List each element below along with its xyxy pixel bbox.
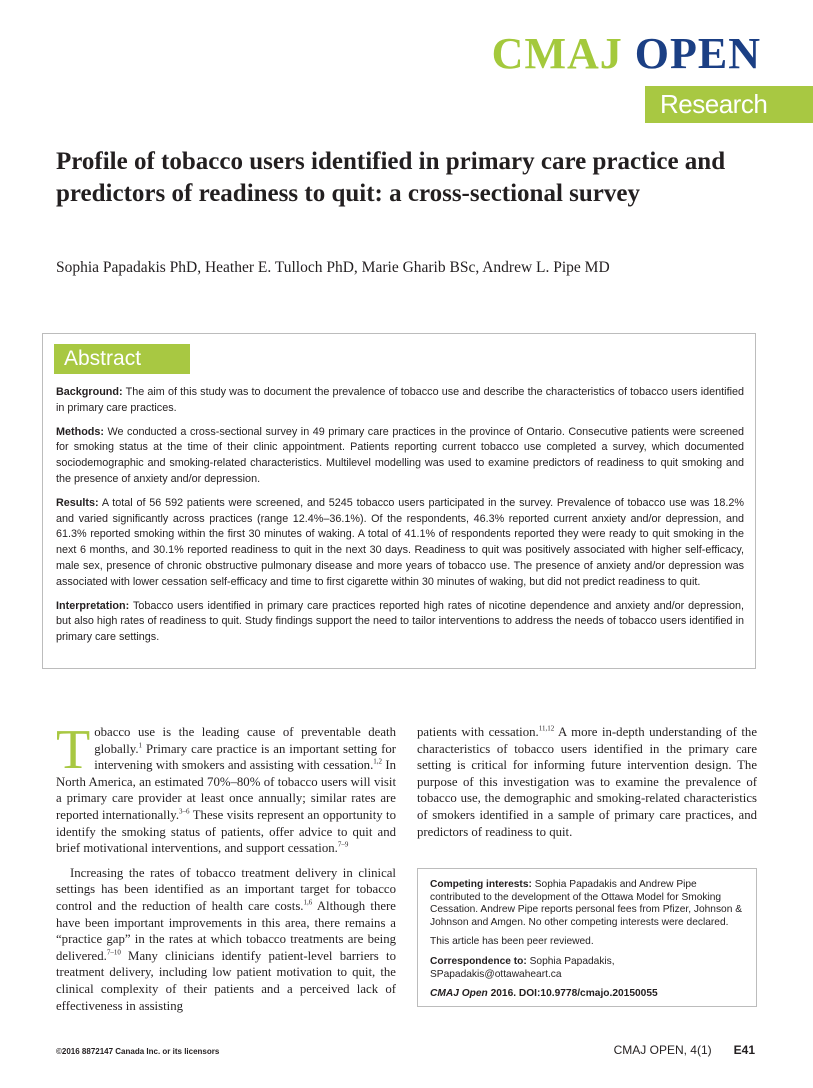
body-paragraph-intro: [56, 719, 397, 857]
body-paragraph-second: [56, 865, 396, 1014]
abstract-section-text: Tobacco users identified in primary care practices reported high rates of nicotine dependence and anxiety and/or depression, but also high rates of readiness to quit. Study findings support the need to tailor interventions to address the needs of tobacco users identified in primary care settings.: [56, 599, 744, 644]
text-run: obacco use is the leading cause of preventable death globally.: [94, 725, 396, 756]
journal-issue: CMAJ OPEN, 4(1): [613, 1043, 712, 1057]
abstract-section-text: A total of 56 592 patients were screened, and 5245 tobacco users participated in the survey. Prevalence of tobacco use was 18.2% and varied significantly across practices (range 12.4%–36.1%). Of the respondents, 46.3% reported current anxiety and/or depression, and 61.3% reported smoking within the first 30 minutes of waking. A total of 41.1% of respondents reported they were ready to quit smoking in the next 6 months, and 30.1% reported readiness to quit in the next 30 days. Readiness to quit was positively associated with higher self-efficacy, male sex, presence of chronic obstructive pulmonary disease and more years of tobacco use. The presence of anxiety and/or depression was associated with lower cessation self-efficacy and time to first cigarette within 30 minutes of waking, but did not predict readiness to quit.: [56, 496, 744, 588]
page-number: E41: [733, 1043, 755, 1057]
section-label: Research: [645, 86, 813, 123]
logo-text-cmaj: CMAJ: [491, 29, 623, 78]
body-column-right: [417, 724, 757, 840]
abstract-body: [56, 385, 744, 654]
citation-ref: 7–9: [337, 840, 349, 849]
abstract-section-text: The aim of this study was to document the prevalence of tobacco use and describe the characteristics of tobacco users identified in primary care practices.: [56, 386, 744, 414]
abstract-background: [56, 385, 744, 417]
journal-logo: [492, 30, 761, 78]
correspondence-label: Correspondence to:: [430, 955, 527, 967]
citation-ref: 1: [138, 741, 143, 750]
abstract-section-text: We conducted a cross-sectional survey in 49 primary care practices in the province of Ontario. Consecutive patients were screened for smoking status at the time of their clinic appointment. Patients reporting current tobacco use completed a survey, which documented sociodemographic and smoking-related characteristics. Multilevel modelling was used to examine predictors of readiness to quit smoking and the presence of anxiety and/or depression.: [56, 425, 744, 485]
citation-ref: 3–6: [179, 807, 190, 816]
paragraph-content: [56, 719, 397, 856]
abstract-section-label: Interpretation:: [56, 599, 130, 612]
article-info-box: [417, 868, 757, 1007]
abstract-methods: [56, 425, 744, 488]
citation: [430, 988, 748, 1001]
text-run: patients with cessation.: [417, 725, 539, 739]
text-run: In North America, an estimated 70%–80% of tobacco users will visit a primary care provider at least once annually; similar rates are reported internationally.: [56, 758, 396, 822]
text-run: These visits represent an opportunity to identify the smoking status of patients, offer advice to quit and brief motivational interventions, and support cessation.: [56, 807, 397, 856]
citation-ref: 1,6: [303, 898, 313, 907]
abstract-section-label: Background:: [56, 386, 123, 398]
citation-ref: 11,12: [538, 724, 555, 733]
text-run: Primary care practice is an important setting for intervening with smokers and assisting with cessation.: [94, 741, 396, 773]
correspondence-text: Sophia Papadakis, SPapadakis@ottawaheart.ca: [430, 955, 615, 980]
citation-journal: CMAJ Open: [430, 988, 488, 1000]
paragraph-content: [56, 866, 396, 1013]
citation-ref: 1,2: [373, 757, 383, 766]
body-column-left: [56, 719, 397, 1014]
competing-interests-label: Competing interests:: [430, 879, 532, 890]
abstract-section-label: Methods:: [56, 425, 104, 438]
competing-interests: [430, 879, 748, 929]
text-run: Many clinicians identify patient-level barriers to treatment delivery, including low patient motivation to quit, the clinical complexity of their patients and a perceived lack of effectiveness in assisting: [56, 948, 396, 1013]
logo-text-open: OPEN: [634, 29, 761, 78]
peer-review-note: This article has been peer reviewed.: [430, 936, 594, 948]
citation-ref: 7–10: [106, 948, 121, 957]
text-run: A more in-depth understanding of the characteristics of tobacco users identified in the primary care setting is critical for informing future intervention design. The purpose of this investigation was to examine the prevalence of tobacco use, the demographic and smoking-related characteristics of smokers identified in a sample of primary care practices, and predictors of readiness to quit.: [417, 725, 757, 839]
text-run: Although there have been important improvements in this area, there remains a “practice gap” in the rates at which tobacco treatments are being delivered.: [56, 898, 396, 963]
citation-text: 2016. DOI:10.9778/cmajo.20150055: [490, 988, 658, 1000]
citation-line: [430, 988, 658, 999]
abstract-results: [56, 496, 744, 591]
paragraph-content: [417, 725, 757, 839]
body-paragraph-third: [417, 724, 757, 840]
abstract-heading: Abstract: [54, 344, 190, 374]
correspondence: [430, 956, 748, 981]
abstract-interpretation: [56, 599, 744, 646]
page-footer: [614, 1043, 755, 1057]
author-list: Sophia Papadakis PhD, Heather E. Tulloch PhD, Marie Gharib BSc, Andrew L. Pipe MD: [56, 259, 610, 276]
competing-interests-text: Sophia Papadakis and Andrew Pipe contributed to the development of the Ottawa Model for Smoking Cessation. Andrew Pipe reports personal fees from Pfizer, Johnson & Johnson and Amgen. No other competing interests were declared.: [430, 879, 743, 928]
article-title: Profile of tobacco users identified in primary care practice and predictors of readiness to quit: a cross-sectional survey: [56, 148, 726, 207]
text-run: Increasing the rates of tobacco treatment delivery in clinical settings has been identified as an important target for tobacco control and the reduction of health care costs.: [56, 865, 396, 913]
copyright-notice: ©2016 8872147 Canada Inc. or its licensors: [56, 1047, 220, 1056]
abstract-section-label: Results:: [56, 496, 99, 509]
drop-cap: T: [56, 719, 91, 781]
